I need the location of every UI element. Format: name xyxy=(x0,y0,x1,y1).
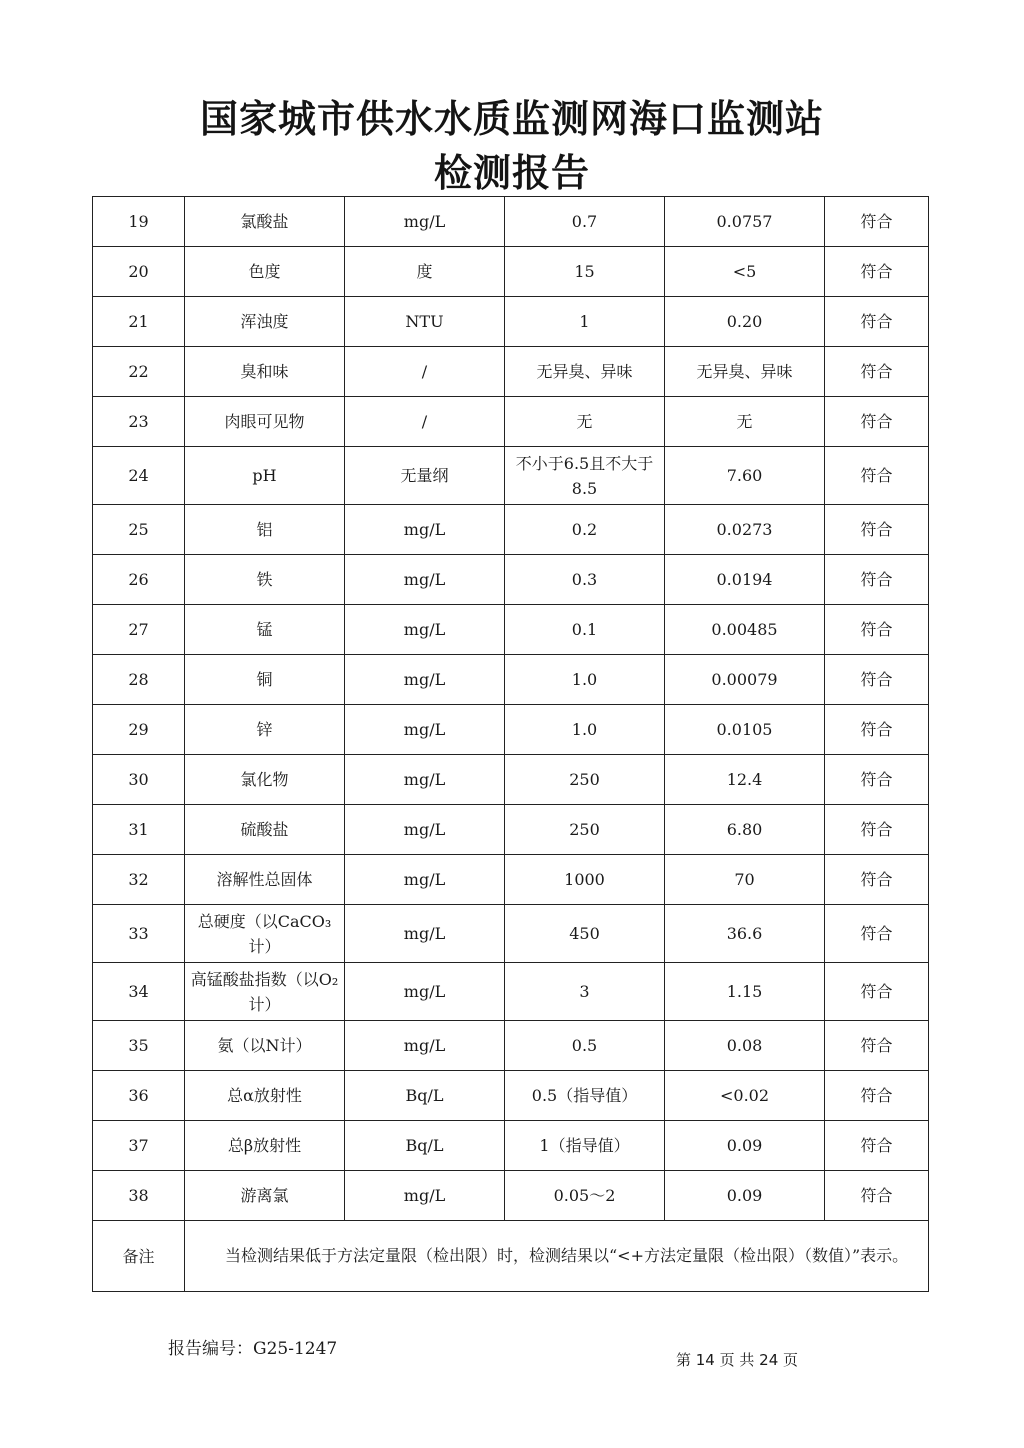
unit-cell: Bq/L xyxy=(345,1121,505,1171)
item-name-cell: 铝 xyxy=(185,505,345,555)
judgement-cell: 符合 xyxy=(825,1121,929,1171)
item-name-cell: 硫酸盐 xyxy=(185,805,345,855)
limit-value-cell: 15 xyxy=(505,247,665,297)
limit-value-cell: 0.5（指导值） xyxy=(505,1071,665,1121)
unit-cell: 度 xyxy=(345,247,505,297)
row-number-cell: 33 xyxy=(93,905,185,963)
unit-cell: mg/L xyxy=(345,197,505,247)
table-row xyxy=(93,855,929,905)
unit-cell: 无量纲 xyxy=(345,447,505,505)
item-name-cell: 高锰酸盐指数（以O₂计） xyxy=(185,963,345,1021)
judgement-cell: 符合 xyxy=(825,347,929,397)
unit-cell: Bq/L xyxy=(345,1071,505,1121)
unit-cell: mg/L xyxy=(345,605,505,655)
row-number-cell: 19 xyxy=(93,197,185,247)
result-value-cell: 0.20 xyxy=(665,297,825,347)
unit-cell: mg/L xyxy=(345,755,505,805)
limit-value-cell: 1.0 xyxy=(505,655,665,705)
item-name-cell: 色度 xyxy=(185,247,345,297)
results-table-body xyxy=(93,197,929,1292)
item-name-cell: 游离氯 xyxy=(185,1171,345,1221)
table-row xyxy=(93,197,929,247)
judgement-cell: 符合 xyxy=(825,655,929,705)
result-value-cell: 0.0273 xyxy=(665,505,825,555)
item-name-cell: 浑浊度 xyxy=(185,297,345,347)
item-name-cell: 总β放射性 xyxy=(185,1121,345,1171)
item-name-cell: pH xyxy=(185,447,345,505)
row-number-cell: 34 xyxy=(93,963,185,1021)
row-number-cell: 28 xyxy=(93,655,185,705)
table-row xyxy=(93,397,929,447)
result-value-cell: 7.60 xyxy=(665,447,825,505)
item-name-cell: 总α放射性 xyxy=(185,1071,345,1121)
judgement-cell: 符合 xyxy=(825,605,929,655)
limit-value-cell: 0.1 xyxy=(505,605,665,655)
item-name-cell: 铜 xyxy=(185,655,345,705)
judgement-cell: 符合 xyxy=(825,197,929,247)
result-value-cell: 6.80 xyxy=(665,805,825,855)
table-row xyxy=(93,1071,929,1121)
result-value-cell: 0.08 xyxy=(665,1021,825,1071)
judgement-cell: 符合 xyxy=(825,905,929,963)
note-text-cell xyxy=(185,1221,929,1292)
judgement-cell: 符合 xyxy=(825,247,929,297)
item-name-cell: 氯化物 xyxy=(185,755,345,805)
table-row xyxy=(93,297,929,347)
table-row xyxy=(93,1171,929,1221)
limit-value-cell: 0.7 xyxy=(505,197,665,247)
unit-cell: mg/L xyxy=(345,655,505,705)
result-value-cell: 70 xyxy=(665,855,825,905)
row-number-cell: 31 xyxy=(93,805,185,855)
table-row xyxy=(93,1021,929,1071)
table-row xyxy=(93,347,929,397)
limit-value-cell: 450 xyxy=(505,905,665,963)
limit-value-cell: 0.2 xyxy=(505,505,665,555)
unit-cell: NTU xyxy=(345,297,505,347)
limit-value-cell: 1（指导值） xyxy=(505,1121,665,1171)
limit-value-cell: 1000 xyxy=(505,855,665,905)
row-number-cell: 32 xyxy=(93,855,185,905)
page-number: 第 14 页 共 24 页 xyxy=(676,1351,799,1369)
judgement-cell: 符合 xyxy=(825,297,929,347)
table-row xyxy=(93,905,929,963)
unit-cell: / xyxy=(345,397,505,447)
table-row xyxy=(93,605,929,655)
table-row xyxy=(93,505,929,555)
limit-value-cell: 0.5 xyxy=(505,1021,665,1071)
limit-value-cell: 无异臭、异味 xyxy=(505,347,665,397)
limit-value-cell: 250 xyxy=(505,755,665,805)
note-row xyxy=(93,1221,929,1292)
result-value-cell: 0.09 xyxy=(665,1121,825,1171)
table-row xyxy=(93,805,929,855)
report-title: 国家城市供水水质监测网海口监测站 xyxy=(199,97,824,141)
table-row xyxy=(93,655,929,705)
result-value-cell: 无 xyxy=(665,397,825,447)
row-number-cell: 23 xyxy=(93,397,185,447)
row-number-cell: 30 xyxy=(93,755,185,805)
unit-cell: / xyxy=(345,347,505,397)
result-value-cell: 1.15 xyxy=(665,963,825,1021)
item-name-cell: 锰 xyxy=(185,605,345,655)
row-number-cell: 25 xyxy=(93,505,185,555)
row-number-cell: 24 xyxy=(93,447,185,505)
table-row xyxy=(93,705,929,755)
row-number-cell: 36 xyxy=(93,1071,185,1121)
judgement-cell: 符合 xyxy=(825,705,929,755)
unit-cell: mg/L xyxy=(345,1171,505,1221)
results-table xyxy=(92,196,929,1292)
table-row xyxy=(93,555,929,605)
judgement-cell: 符合 xyxy=(825,963,929,1021)
note-text: 当检测结果低于方法定量限（检出限）时，检测结果以“<+方法定量限（检出限）（数值）”表示。 xyxy=(225,1246,909,1265)
unit-cell: mg/L xyxy=(345,1021,505,1071)
row-number-cell: 22 xyxy=(93,347,185,397)
result-value-cell: 无异臭、异味 xyxy=(665,347,825,397)
results-table-container xyxy=(92,196,928,1292)
row-number-cell: 26 xyxy=(93,555,185,605)
item-name-cell: 肉眼可见物 xyxy=(185,397,345,447)
limit-value-cell: 1 xyxy=(505,297,665,347)
judgement-cell: 符合 xyxy=(825,447,929,505)
limit-value-cell: 无 xyxy=(505,397,665,447)
result-value-cell: 36.6 xyxy=(665,905,825,963)
result-value-cell: 0.0757 xyxy=(665,197,825,247)
table-row xyxy=(93,447,929,505)
judgement-cell: 符合 xyxy=(825,1071,929,1121)
table-row xyxy=(93,247,929,297)
table-row xyxy=(93,1121,929,1171)
row-number-cell: 27 xyxy=(93,605,185,655)
limit-value-cell: 不小于6.5且不大于8.5 xyxy=(505,447,665,505)
unit-cell: mg/L xyxy=(345,905,505,963)
row-number-cell: 21 xyxy=(93,297,185,347)
result-value-cell: 0.00079 xyxy=(665,655,825,705)
limit-value-cell: 1.0 xyxy=(505,705,665,755)
item-name-cell: 锌 xyxy=(185,705,345,755)
unit-cell: mg/L xyxy=(345,805,505,855)
judgement-cell: 符合 xyxy=(825,397,929,447)
result-value-cell: 0.09 xyxy=(665,1171,825,1221)
row-number-cell: 29 xyxy=(93,705,185,755)
result-value-cell: <0.02 xyxy=(665,1071,825,1121)
item-name-cell: 总硬度（以CaCO₃计） xyxy=(185,905,345,963)
judgement-cell: 符合 xyxy=(825,1021,929,1071)
limit-value-cell: 3 xyxy=(505,963,665,1021)
limit-value-cell: 0.05～2 xyxy=(505,1171,665,1221)
judgement-cell: 符合 xyxy=(825,555,929,605)
item-name-cell: 氯酸盐 xyxy=(185,197,345,247)
result-value-cell: 0.0105 xyxy=(665,705,825,755)
unit-cell: mg/L xyxy=(345,555,505,605)
result-value-cell: 0.00485 xyxy=(665,605,825,655)
item-name-cell: 臭和味 xyxy=(185,347,345,397)
table-row xyxy=(93,755,929,805)
row-number-cell: 37 xyxy=(93,1121,185,1171)
row-number-cell: 38 xyxy=(93,1171,185,1221)
judgement-cell: 符合 xyxy=(825,855,929,905)
limit-value-cell: 250 xyxy=(505,805,665,855)
unit-cell: mg/L xyxy=(345,963,505,1021)
result-value-cell: 12.4 xyxy=(665,755,825,805)
report-subtitle: 检测报告 xyxy=(433,151,590,195)
judgement-cell: 符合 xyxy=(825,755,929,805)
judgement-cell: 符合 xyxy=(825,805,929,855)
judgement-cell: 符合 xyxy=(825,505,929,555)
item-name-cell: 溶解性总固体 xyxy=(185,855,345,905)
unit-cell: mg/L xyxy=(345,505,505,555)
item-name-cell: 氨（以N计） xyxy=(185,1021,345,1071)
limit-value-cell: 0.3 xyxy=(505,555,665,605)
unit-cell: mg/L xyxy=(345,855,505,905)
result-value-cell: 0.0194 xyxy=(665,555,825,605)
item-name-cell: 铁 xyxy=(185,555,345,605)
note-label: 备注 xyxy=(93,1221,185,1292)
table-row xyxy=(93,963,929,1021)
judgement-cell: 符合 xyxy=(825,1171,929,1221)
result-value-cell: <5 xyxy=(665,247,825,297)
report-number: 报告编号：G25-1247 xyxy=(168,1339,338,1359)
row-number-cell: 20 xyxy=(93,247,185,297)
row-number-cell: 35 xyxy=(93,1021,185,1071)
unit-cell: mg/L xyxy=(345,705,505,755)
